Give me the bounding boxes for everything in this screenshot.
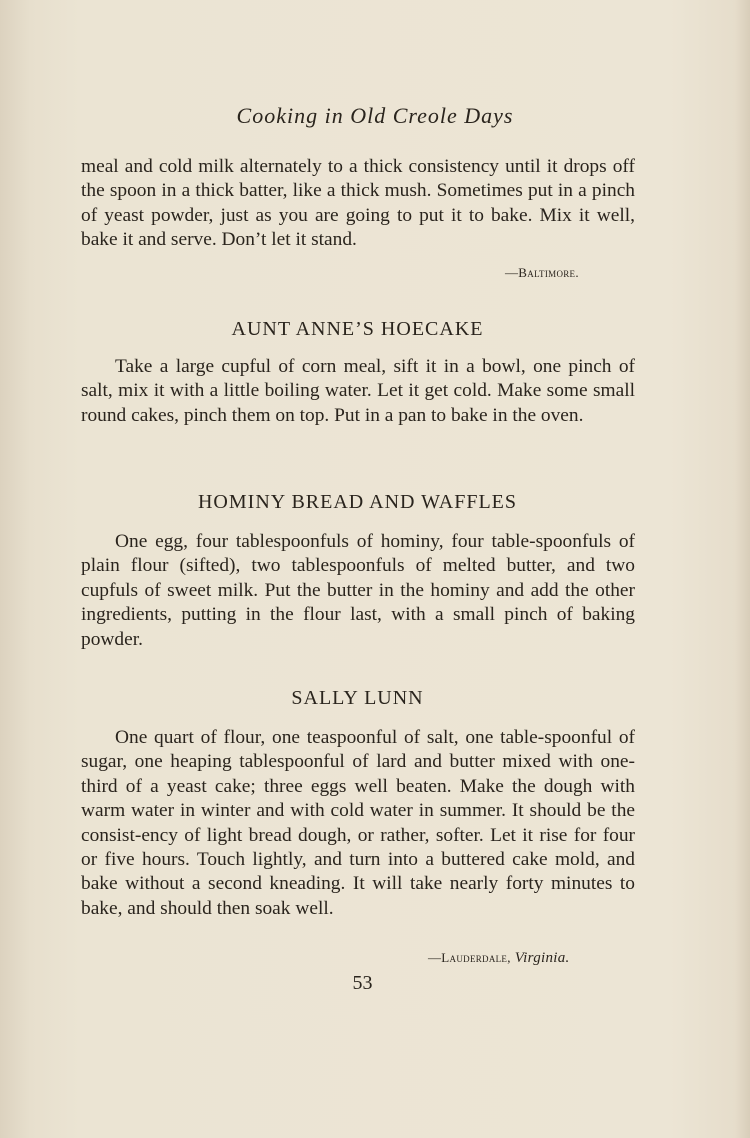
recipe-body-hominy-bread: One egg, four tablespoonfuls of hominy, four table-spoonfuls of plain flour (sifted), two tablespoonfuls of melted butter, and two cupfuls of sweet milk. Put the butter in the hominy and add the other ingredients, putting in the flour last, with a small pinch of baking powder. xyxy=(81,531,635,650)
attribution-place: Virginia. xyxy=(514,950,570,966)
recipe-heading-sally-lunn: SALLY LUNN xyxy=(291,687,424,709)
attribution-lauderdale xyxy=(428,950,570,967)
continued-recipe-text: meal and cold milk alternately to a thick consistency until it drops off the spoon in a thick batter, like a thick mush. Sometimes put in a pinch of yeast powder, just as you are going to put it to bake. Mix it well, bake it and serve. Don’t let it stand. xyxy=(81,156,635,251)
running-header: Cooking in Old Creole Days xyxy=(236,103,514,128)
attribution-name: —Lauderdale, xyxy=(428,950,511,965)
recipe-heading-aunt-annes-hoecake: AUNT ANNE’S HOECAKE xyxy=(231,318,484,340)
attribution-baltimore: —Baltimore. xyxy=(505,265,579,280)
recipe-body-sally-lunn: One quart of flour, one teaspoonful of salt, one table-spoonful of sugar, one heaping tablespoonful of lard and butter mixed with one-third of a yeast cake; three eggs well beaten. Make the dough with warm water in winter and with cold water in summer. It should be the consist-ency of light bread dough, or rather, softer. Let it rise for four or five hours. Touch lightly, and turn into a buttered cake mold, and bake without a second kneading. It will take nearly forty minutes to bake, and should then soak well. xyxy=(81,727,635,919)
recipe-body-aunt-annes-hoecake: Take a large cupful of corn meal, sift it in a bowl, one pinch of salt, mix it with a little boiling water. Let it get cold. Make some small round cakes, pinch them on top. Put in a pan to bake in the oven. xyxy=(81,356,635,426)
page-number: 53 xyxy=(352,972,373,994)
recipe-heading-hominy-bread: HOMINY BREAD AND WAFFLES xyxy=(197,491,518,513)
